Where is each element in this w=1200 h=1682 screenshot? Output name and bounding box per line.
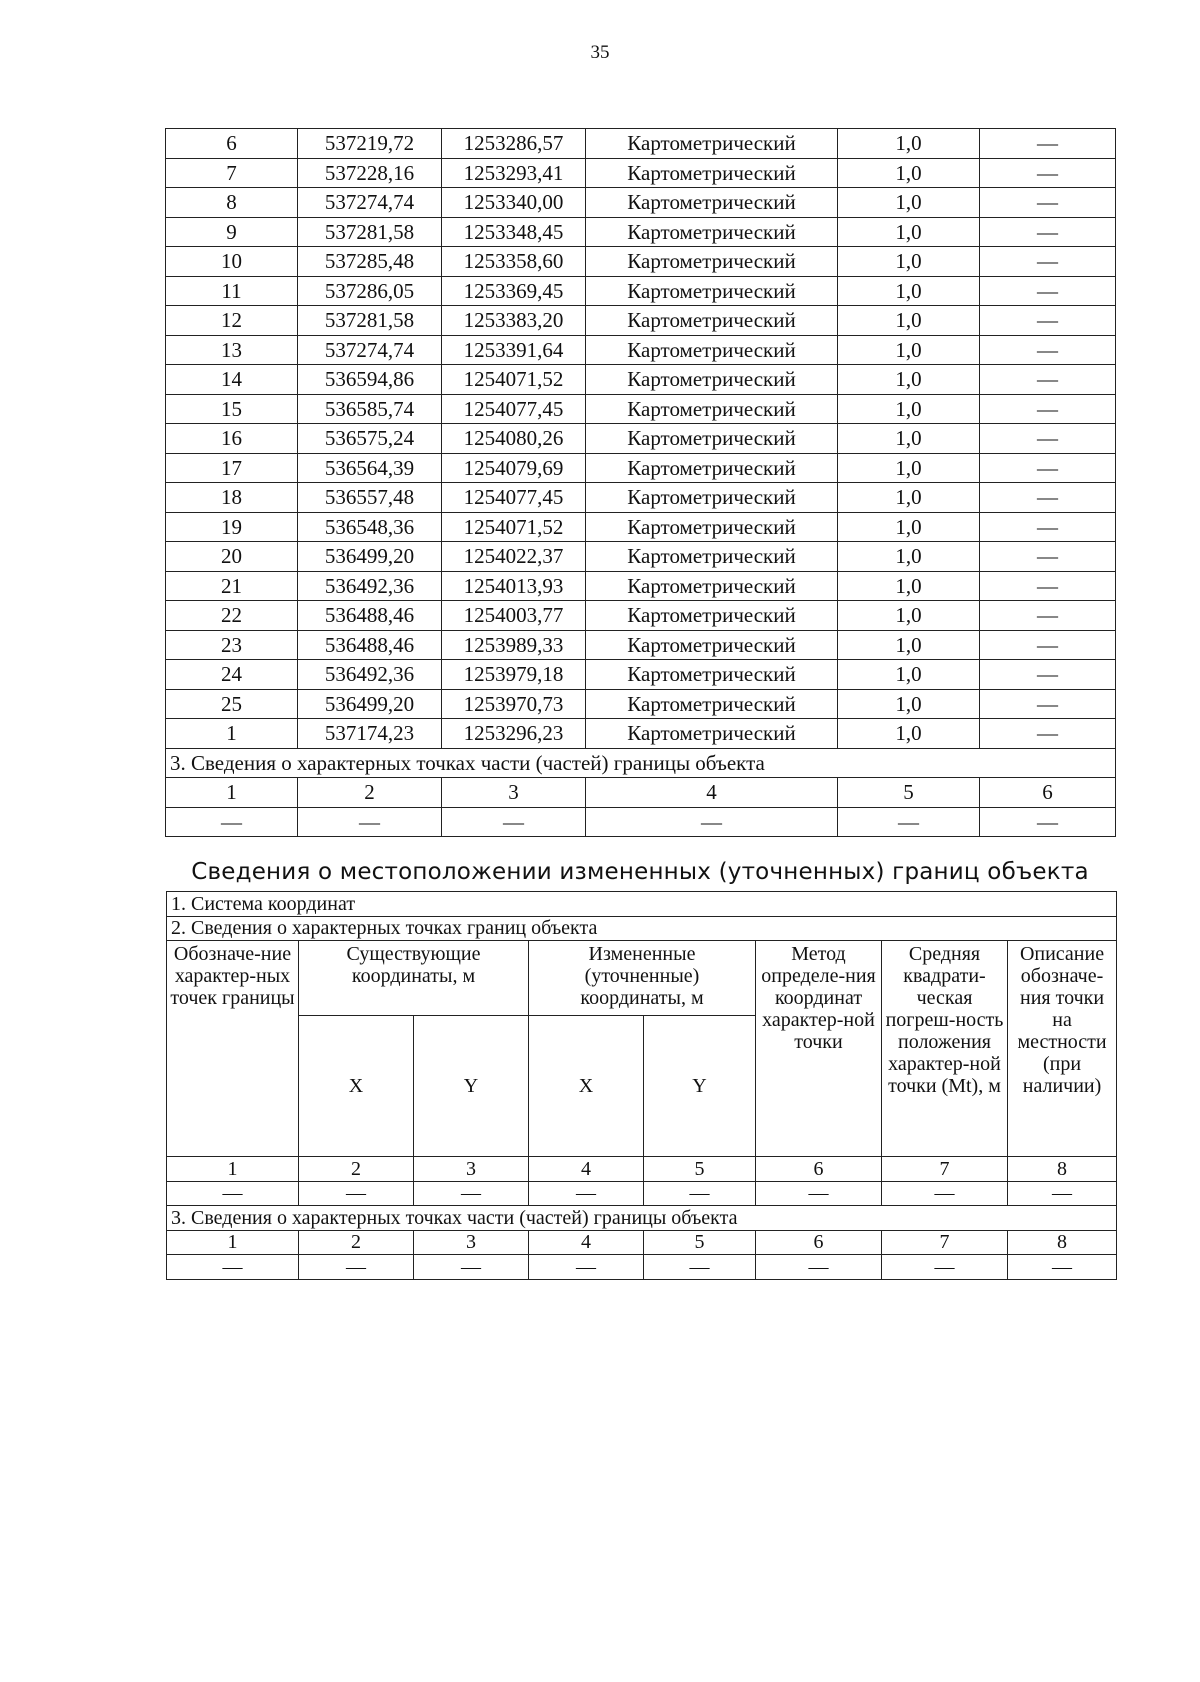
point-number-cell: 21 [166, 571, 298, 601]
mean-error-cell: 1,0 [838, 512, 980, 542]
mean-error-cell: 1,0 [838, 719, 980, 749]
point-number-cell: 9 [166, 217, 298, 247]
coord-y-cell: 1254003,77 [442, 601, 586, 631]
method-cell: Картометрический [586, 453, 838, 483]
coordinate-system-row [167, 892, 1117, 917]
mean-error-cell: 1,0 [838, 424, 980, 454]
header-changed-x: X [529, 1016, 644, 1157]
header-designation: Обозначе-ние характер-ных точек границы [167, 941, 299, 1157]
table-row [166, 719, 1116, 749]
mean-error-cell: 1,0 [838, 129, 980, 159]
empty-cell: — [167, 1255, 299, 1280]
parts-empty-row [166, 807, 1116, 837]
point-number-cell: 15 [166, 394, 298, 424]
column-number: 7 [882, 1230, 1008, 1255]
parts-empty-row [167, 1255, 1117, 1280]
method-cell: Картометрический [586, 247, 838, 277]
method-cell: Картометрический [586, 542, 838, 572]
parts-section-label: 3. Сведения о характерных точках части (частей) границы объекта [166, 748, 1116, 778]
column-number: 5 [838, 778, 980, 808]
table-row [166, 512, 1116, 542]
coord-x-cell: 536585,74 [298, 394, 442, 424]
coord-x-cell: 537281,58 [298, 217, 442, 247]
empty-cell: — [586, 807, 838, 837]
method-cell: Картометрический [586, 512, 838, 542]
point-number-cell: 14 [166, 365, 298, 395]
method-cell: Картометрический [586, 306, 838, 336]
point-number-cell: 1 [166, 719, 298, 749]
header-row [167, 941, 1117, 1016]
mean-error-cell: 1,0 [838, 217, 980, 247]
column-number: 6 [980, 778, 1116, 808]
method-cell: Картометрический [586, 365, 838, 395]
coord-x-cell: 537274,74 [298, 335, 442, 365]
description-cell: — [980, 276, 1116, 306]
header-existing-x: X [299, 1016, 414, 1157]
empty-cell: — [882, 1255, 1008, 1280]
empty-cell: — [529, 1255, 644, 1280]
mean-error-cell: 1,0 [838, 365, 980, 395]
coord-y-cell: 1253286,57 [442, 129, 586, 159]
coord-x-cell: 536488,46 [298, 601, 442, 631]
column-number: 5 [644, 1230, 756, 1255]
column-number: 2 [299, 1157, 414, 1182]
table-row [166, 365, 1116, 395]
header-existing-coordinates: Существующие координаты, м [299, 941, 529, 1016]
mean-error-cell: 1,0 [838, 483, 980, 513]
method-cell: Картометрический [586, 571, 838, 601]
description-cell: — [980, 542, 1116, 572]
coord-x-cell: 536492,36 [298, 571, 442, 601]
header-description: Описание обозначе-ния точки на местности (при наличии) [1008, 941, 1117, 1157]
coord-y-cell: 1253369,45 [442, 276, 586, 306]
coord-x-cell: 537228,16 [298, 158, 442, 188]
column-number: 5 [644, 1157, 756, 1182]
description-cell: — [980, 601, 1116, 631]
coord-y-cell: 1253358,60 [442, 247, 586, 277]
method-cell: Картометрический [586, 129, 838, 159]
coord-y-cell: 1254022,37 [442, 542, 586, 572]
coord-y-cell: 1254071,52 [442, 365, 586, 395]
coord-x-cell: 536575,24 [298, 424, 442, 454]
column-number: 1 [167, 1157, 299, 1182]
empty-cell: — [1008, 1255, 1117, 1280]
mean-error-cell: 1,0 [838, 158, 980, 188]
empty-cell: — [644, 1255, 756, 1280]
coord-y-cell: 1254077,45 [442, 483, 586, 513]
boundary-points-table [165, 128, 1116, 837]
description-cell: — [980, 335, 1116, 365]
description-cell: — [980, 571, 1116, 601]
method-cell: Картометрический [586, 276, 838, 306]
description-cell: — [980, 188, 1116, 218]
coord-y-cell: 1253383,20 [442, 306, 586, 336]
points-section-row [167, 916, 1117, 941]
description-cell: — [980, 483, 1116, 513]
parts-column-numbers-row [167, 1230, 1117, 1255]
table-row [166, 158, 1116, 188]
coord-y-cell: 1254080,26 [442, 424, 586, 454]
point-number-cell: 10 [166, 247, 298, 277]
column-number: 4 [529, 1157, 644, 1182]
table-row [166, 483, 1116, 513]
empty-cell: — [1008, 1181, 1117, 1206]
description-cell: — [980, 689, 1116, 719]
header-mean-error: Средняя квадрати-ческая погреш-ность положения характер-ной точки (Mt), м [882, 941, 1008, 1157]
table-row [166, 217, 1116, 247]
empty-cell: — [298, 807, 442, 837]
parts-section-row [167, 1206, 1117, 1231]
method-cell: Картометрический [586, 217, 838, 247]
point-number-cell: 19 [166, 512, 298, 542]
table-row [166, 571, 1116, 601]
column-number: 2 [299, 1230, 414, 1255]
table-row [166, 129, 1116, 159]
coord-x-cell: 537285,48 [298, 247, 442, 277]
description-cell: — [980, 129, 1116, 159]
column-number: 3 [442, 778, 586, 808]
description-cell: — [980, 512, 1116, 542]
coord-x-cell: 536594,86 [298, 365, 442, 395]
point-number-cell: 23 [166, 630, 298, 660]
column-numbers-row [167, 1157, 1117, 1182]
method-cell: Картометрический [586, 601, 838, 631]
table-row [166, 394, 1116, 424]
column-number: 2 [298, 778, 442, 808]
column-number: 1 [167, 1230, 299, 1255]
method-cell: Картометрический [586, 483, 838, 513]
table-row [166, 660, 1116, 690]
description-cell: — [980, 217, 1116, 247]
point-number-cell: 16 [166, 424, 298, 454]
table-row [166, 601, 1116, 631]
method-cell: Картометрический [586, 394, 838, 424]
mean-error-cell: 1,0 [838, 247, 980, 277]
mean-error-cell: 1,0 [838, 542, 980, 572]
description-cell: — [980, 630, 1116, 660]
table-row [166, 424, 1116, 454]
description-cell: — [980, 453, 1116, 483]
coord-x-cell: 537274,74 [298, 188, 442, 218]
point-number-cell: 11 [166, 276, 298, 306]
column-number: 7 [882, 1157, 1008, 1182]
table-row [166, 247, 1116, 277]
coord-y-cell: 1253970,73 [442, 689, 586, 719]
mean-error-cell: 1,0 [838, 689, 980, 719]
empty-cell: — [299, 1255, 414, 1280]
header-changed-coordinates: Измененные (уточненные) координаты, м [529, 941, 756, 1016]
coord-x-cell: 536492,36 [298, 660, 442, 690]
changed-boundaries-table [166, 891, 1117, 1280]
point-number-cell: 17 [166, 453, 298, 483]
point-number-cell: 20 [166, 542, 298, 572]
point-number-cell: 7 [166, 158, 298, 188]
coord-y-cell: 1254013,93 [442, 571, 586, 601]
table-row [166, 335, 1116, 365]
coord-y-cell: 1253391,64 [442, 335, 586, 365]
table-row [166, 542, 1116, 572]
description-cell: — [980, 394, 1116, 424]
method-cell: Картометрический [586, 158, 838, 188]
point-number-cell: 24 [166, 660, 298, 690]
coord-y-cell: 1253340,00 [442, 188, 586, 218]
empty-cell: — [414, 1255, 529, 1280]
method-cell: Картометрический [586, 424, 838, 454]
coord-x-cell: 537219,72 [298, 129, 442, 159]
mean-error-cell: 1,0 [838, 188, 980, 218]
column-number: 6 [756, 1157, 882, 1182]
empty-cell: — [529, 1181, 644, 1206]
coord-y-cell: 1253296,23 [442, 719, 586, 749]
coord-y-cell: 1254079,69 [442, 453, 586, 483]
mean-error-cell: 1,0 [838, 276, 980, 306]
empty-cell: — [756, 1255, 882, 1280]
mean-error-cell: 1,0 [838, 630, 980, 660]
column-number: 8 [1008, 1157, 1117, 1182]
table-row [166, 276, 1116, 306]
method-cell: Картометрический [586, 630, 838, 660]
mean-error-cell: 1,0 [838, 335, 980, 365]
point-number-cell: 25 [166, 689, 298, 719]
coord-x-cell: 536499,20 [298, 542, 442, 572]
table-row [166, 630, 1116, 660]
mean-error-cell: 1,0 [838, 660, 980, 690]
empty-data-row [167, 1181, 1117, 1206]
empty-cell: — [838, 807, 980, 837]
coord-x-cell: 536499,20 [298, 689, 442, 719]
header-method: Метод определе-ния координат характер-ной точки [756, 941, 882, 1157]
coord-x-cell: 536548,36 [298, 512, 442, 542]
page-number: 35 [590, 42, 610, 63]
coordinate-system-label: 1. Система координат [167, 892, 1117, 917]
empty-cell: — [980, 807, 1116, 837]
parts-section-label: 3. Сведения о характерных точках части (частей) границы объекта [167, 1206, 1117, 1231]
method-cell: Картометрический [586, 719, 838, 749]
description-cell: — [980, 306, 1116, 336]
coord-y-cell: 1253293,41 [442, 158, 586, 188]
table-row [166, 689, 1116, 719]
header-existing-y: Y [414, 1016, 529, 1157]
empty-cell: — [166, 807, 298, 837]
empty-cell: — [756, 1181, 882, 1206]
column-number: 4 [586, 778, 838, 808]
mean-error-cell: 1,0 [838, 453, 980, 483]
empty-cell: — [644, 1181, 756, 1206]
coord-y-cell: 1253348,45 [442, 217, 586, 247]
coord-x-cell: 536488,46 [298, 630, 442, 660]
point-number-cell: 22 [166, 601, 298, 631]
header-changed-y: Y [644, 1016, 756, 1157]
mean-error-cell: 1,0 [838, 306, 980, 336]
coord-y-cell: 1253979,18 [442, 660, 586, 690]
description-cell: — [980, 365, 1116, 395]
column-number: 1 [166, 778, 298, 808]
parts-column-numbers-row [166, 778, 1116, 808]
empty-cell: — [414, 1181, 529, 1206]
coord-x-cell: 537286,05 [298, 276, 442, 306]
empty-cell: — [299, 1181, 414, 1206]
empty-cell: — [442, 807, 586, 837]
table-row [166, 188, 1116, 218]
points-section-label: 2. Сведения о характерных точках границ объекта [167, 916, 1117, 941]
coord-x-cell: 536564,39 [298, 453, 442, 483]
coord-x-cell: 537281,58 [298, 306, 442, 336]
description-cell: — [980, 660, 1116, 690]
empty-cell: — [167, 1181, 299, 1206]
column-number: 3 [414, 1157, 529, 1182]
method-cell: Картометрический [586, 335, 838, 365]
point-number-cell: 8 [166, 188, 298, 218]
coord-y-cell: 1254077,45 [442, 394, 586, 424]
point-number-cell: 12 [166, 306, 298, 336]
coord-y-cell: 1254071,52 [442, 512, 586, 542]
column-number: 3 [414, 1230, 529, 1255]
column-number: 6 [756, 1230, 882, 1255]
table-row [166, 453, 1116, 483]
description-cell: — [980, 247, 1116, 277]
method-cell: Картометрический [586, 689, 838, 719]
empty-cell: — [882, 1181, 1008, 1206]
table-row [166, 306, 1116, 336]
description-cell: — [980, 424, 1116, 454]
mean-error-cell: 1,0 [838, 601, 980, 631]
section-title: Сведения о местоположении измененных (уточненных) границ объекта [191, 859, 1089, 885]
point-number-cell: 6 [166, 129, 298, 159]
mean-error-cell: 1,0 [838, 571, 980, 601]
description-cell: — [980, 158, 1116, 188]
column-number: 4 [529, 1230, 644, 1255]
method-cell: Картометрический [586, 188, 838, 218]
coord-y-cell: 1253989,33 [442, 630, 586, 660]
point-number-cell: 18 [166, 483, 298, 513]
parts-section-row [166, 748, 1116, 778]
column-number: 8 [1008, 1230, 1117, 1255]
method-cell: Картометрический [586, 660, 838, 690]
point-number-cell: 13 [166, 335, 298, 365]
mean-error-cell: 1,0 [838, 394, 980, 424]
coord-x-cell: 537174,23 [298, 719, 442, 749]
coord-x-cell: 536557,48 [298, 483, 442, 513]
description-cell: — [980, 719, 1116, 749]
